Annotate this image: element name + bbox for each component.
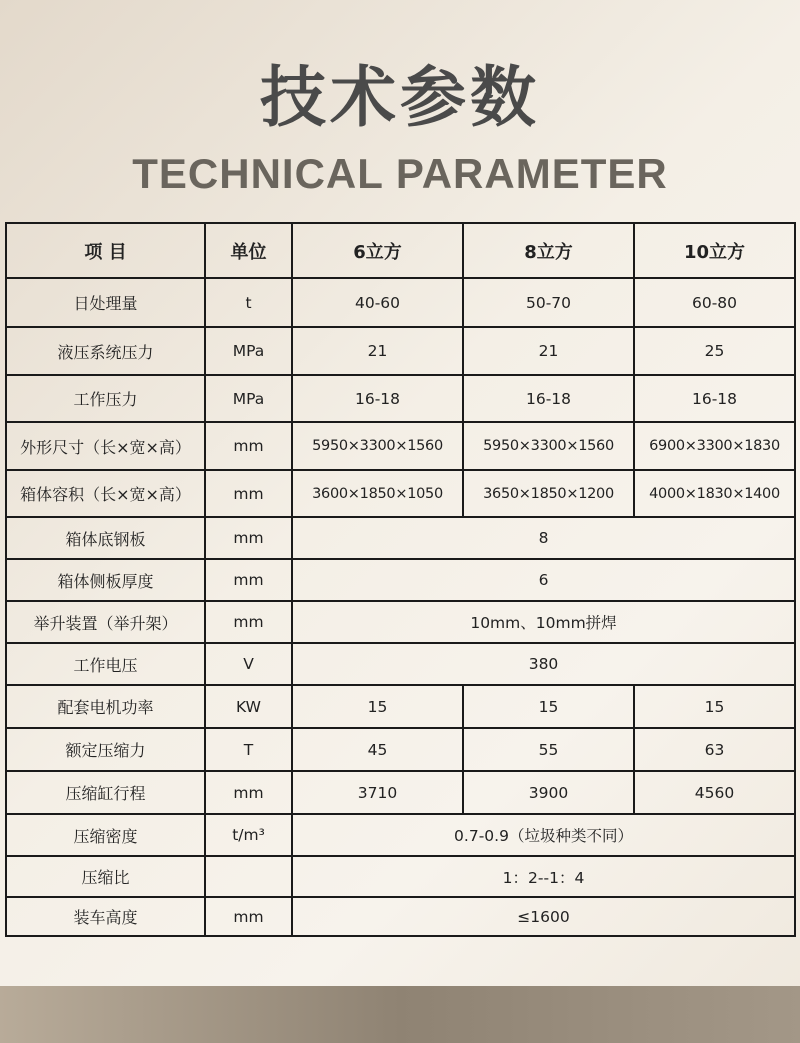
row-value-6: 15 [292,685,463,728]
row-item: 箱体容积（长×宽×高） [6,470,205,517]
table-row [6,278,795,327]
row-value-8: 21 [463,327,634,375]
table-row [6,814,795,856]
row-unit: mm [205,422,292,470]
row-value-8: 16-18 [463,375,634,422]
table-row [6,559,795,601]
row-item: 液压系统压力 [6,327,205,375]
row-shared-value: 8 [292,517,795,559]
table-row [6,856,795,897]
row-unit: MPa [205,327,292,375]
row-value-10: 25 [634,327,795,375]
row-value-6: 45 [292,728,463,771]
header-6-cube: 6立方 [292,223,463,278]
row-item: 工作压力 [6,375,205,422]
table-row [6,375,795,422]
row-item: 压缩缸行程 [6,771,205,814]
page-title: 技术参数 [260,59,540,136]
row-unit: t/m³ [205,814,292,856]
row-value-8: 3900 [463,771,634,814]
row-unit: mm [205,897,292,936]
table-row [6,517,795,559]
row-value-6: 3710 [292,771,463,814]
row-unit: mm [205,517,292,559]
row-item: 箱体侧板厚度 [6,559,205,601]
table-row [6,422,795,470]
row-value-10: 60-80 [634,278,795,327]
row-item: 箱体底钢板 [6,517,205,559]
row-value-6: 3600×1850×1050 [292,470,463,517]
row-value-6: 16-18 [292,375,463,422]
row-value-10: 63 [634,728,795,771]
row-value-6: 21 [292,327,463,375]
row-unit: V [205,643,292,685]
row-unit: mm [205,559,292,601]
row-item: 装车高度 [6,897,205,936]
row-value-10: 4560 [634,771,795,814]
row-value-8: 15 [463,685,634,728]
row-value-10: 15 [634,685,795,728]
row-value-8: 50-70 [463,278,634,327]
row-item: 外形尺寸（长×宽×高） [6,422,205,470]
table-row [6,728,795,771]
row-item: 举升装置（举升架） [6,601,205,643]
row-unit: mm [205,771,292,814]
row-value-8: 3650×1850×1200 [463,470,634,517]
header-item: 项 目 [6,223,205,278]
row-item: 额定压缩力 [6,728,205,771]
table-row [6,601,795,643]
row-value-6: 5950×3300×1560 [292,422,463,470]
row-item: 压缩比 [6,856,205,897]
table-row [6,470,795,517]
row-shared-value: 10mm、10mm拼焊 [292,601,795,643]
header-unit: 单位 [205,223,292,278]
table-row [6,327,795,375]
row-unit: mm [205,470,292,517]
header-10-cube: 10立方 [634,223,795,278]
table-header-row [6,223,795,278]
row-shared-value: 0.7-0.9（垃圾种类不同） [292,814,795,856]
header-8-cube: 8立方 [463,223,634,278]
row-value-10: 16-18 [634,375,795,422]
row-unit: mm [205,601,292,643]
row-value-10: 6900×3300×1830 [634,422,795,470]
footer-band [0,986,800,1043]
row-value-8: 5950×3300×1560 [463,422,634,470]
row-value-6: 40-60 [292,278,463,327]
row-item: 配套电机功率 [6,685,205,728]
row-value-10: 4000×1830×1400 [634,470,795,517]
row-item: 压缩密度 [6,814,205,856]
row-shared-value: ≤1600 [292,897,795,936]
row-shared-value: 380 [292,643,795,685]
row-value-8: 55 [463,728,634,771]
row-unit: t [205,278,292,327]
row-unit: MPa [205,375,292,422]
table-row [6,771,795,814]
table-row [6,685,795,728]
row-shared-value: 1：2--1：4 [292,856,795,897]
row-item: 工作电压 [6,643,205,685]
page-subtitle: TECHNICAL PARAMETER [132,150,668,197]
table-row [6,643,795,685]
row-unit: KW [205,685,292,728]
row-unit [205,856,292,897]
table-row [6,897,795,936]
parameter-table [5,222,796,937]
row-shared-value: 6 [292,559,795,601]
row-unit: T [205,728,292,771]
row-item: 日处理量 [6,278,205,327]
